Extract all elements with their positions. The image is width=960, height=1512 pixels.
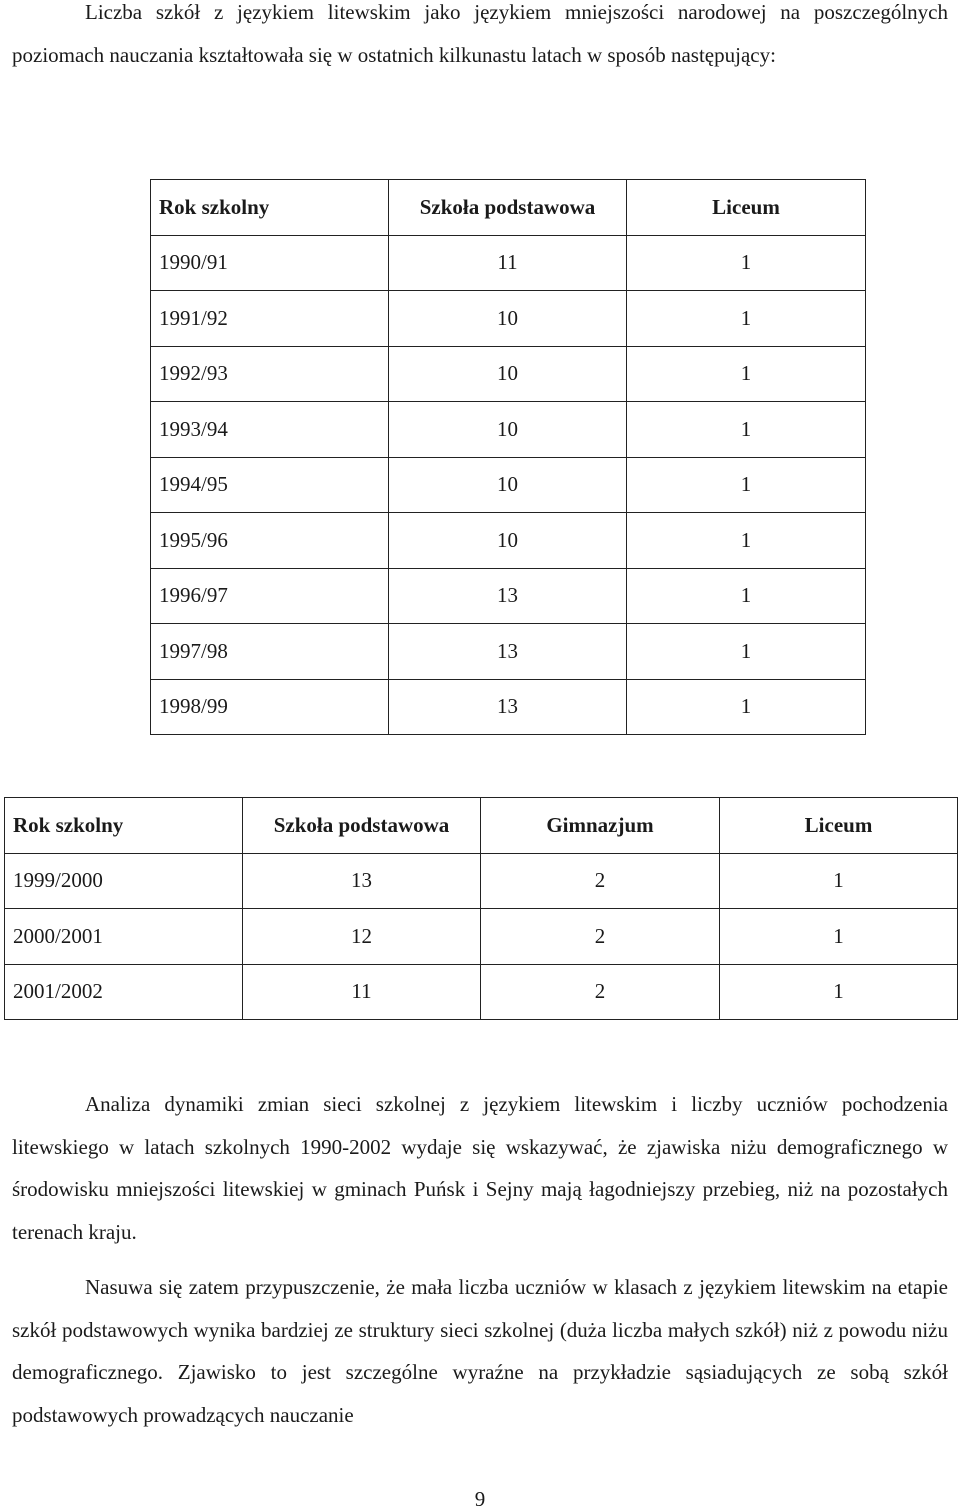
cell-primary-school: 13	[389, 679, 627, 735]
cell-school-year: 1998/99	[151, 679, 389, 735]
cell-school-year: 1992/93	[151, 346, 389, 402]
cell-school-year: 2001/2002	[5, 964, 243, 1020]
table-row	[151, 624, 866, 680]
cell-school-year: 1996/97	[151, 568, 389, 624]
cell-middle-school: 2	[481, 853, 720, 909]
table-header-row	[151, 180, 866, 236]
table-row	[151, 513, 866, 569]
cell-school-year: 1995/96	[151, 513, 389, 569]
cell-school-year: 1994/95	[151, 457, 389, 513]
cell-primary-school: 10	[389, 457, 627, 513]
cell-primary-school: 10	[389, 402, 627, 458]
header-middle-school: Gimnazjum	[481, 798, 720, 854]
table-row	[5, 964, 958, 1020]
cell-school-year: 1997/98	[151, 624, 389, 680]
table-row	[151, 235, 866, 291]
header-primary-school: Szkoła podstawowa	[243, 798, 481, 854]
cell-primary-school: 10	[389, 513, 627, 569]
header-school-year: Rok szkolny	[151, 180, 389, 236]
header-high-school: Liceum	[627, 180, 866, 236]
cell-high-school: 1	[720, 909, 958, 965]
cell-high-school: 1	[627, 346, 866, 402]
cell-high-school: 1	[720, 964, 958, 1020]
table-row	[5, 909, 958, 965]
cell-high-school: 1	[627, 291, 866, 347]
cell-school-year: 2000/2001	[5, 909, 243, 965]
table-row	[151, 346, 866, 402]
cell-primary-school: 13	[389, 568, 627, 624]
table-row	[151, 402, 866, 458]
cell-primary-school: 10	[389, 291, 627, 347]
cell-primary-school: 12	[243, 909, 481, 965]
intro-paragraph: Liczba szkół z językiem litewskim jako językiem mniejszości narodowej na poszczególnych poziomach nauczania kształtowała się w ostatnich kilkunastu latach w sposób następujący:	[12, 0, 948, 67]
schools-table-1990-1999	[150, 179, 866, 735]
cell-high-school: 1	[627, 235, 866, 291]
header-high-school: Liceum	[720, 798, 958, 854]
cell-primary-school: 13	[243, 853, 481, 909]
table-row	[5, 853, 958, 909]
page-number: 9	[474, 1487, 486, 1511]
table-row	[151, 679, 866, 735]
cell-high-school: 1	[627, 679, 866, 735]
cell-high-school: 1	[627, 568, 866, 624]
cell-middle-school: 2	[481, 964, 720, 1020]
cell-middle-school: 2	[481, 909, 720, 965]
cell-high-school: 1	[720, 853, 958, 909]
cell-primary-school: 10	[389, 346, 627, 402]
cell-school-year: 1999/2000	[5, 853, 243, 909]
table-row	[151, 457, 866, 513]
cell-high-school: 1	[627, 402, 866, 458]
cell-school-year: 1991/92	[151, 291, 389, 347]
cell-primary-school: 13	[389, 624, 627, 680]
table-header-row	[5, 798, 958, 854]
table-row	[151, 291, 866, 347]
cell-high-school: 1	[627, 457, 866, 513]
table-row	[151, 568, 866, 624]
header-primary-school: Szkoła podstawowa	[389, 180, 627, 236]
analysis-paragraph: Analiza dynamiki zmian sieci szkolnej z językiem litewskim i liczby uczniów pochodzenia litewskiego w latach szkolnych 1990-2002 wydaje się wskazywać, że zjawiska niżu demograficznego w środowisku mniejszości litewskiej w gminach Puńsk i Sejny mają łagodniejszy przebieg, niż na pozostałych terenach kraju.	[12, 1092, 948, 1244]
cell-school-year: 1990/91	[151, 235, 389, 291]
cell-high-school: 1	[627, 513, 866, 569]
schools-table-1999-2002	[4, 797, 958, 1020]
header-school-year: Rok szkolny	[5, 798, 243, 854]
cell-primary-school: 11	[389, 235, 627, 291]
cell-high-school: 1	[627, 624, 866, 680]
cell-school-year: 1993/94	[151, 402, 389, 458]
cell-primary-school: 11	[243, 964, 481, 1020]
hypothesis-paragraph: Nasuwa się zatem przypuszczenie, że mała liczba uczniów w klasach z językiem litewskim na etapie szkół podstawowych wynika bardziej ze struktury sieci szkolnej (duża liczba małych szkół) niż z powodu niżu demograficznego. Zjawisko to jest szczególne wyraźne na przykładzie sąsiadujących ze sobą szkół podstawowych prowadzących nauczanie	[12, 1275, 948, 1427]
